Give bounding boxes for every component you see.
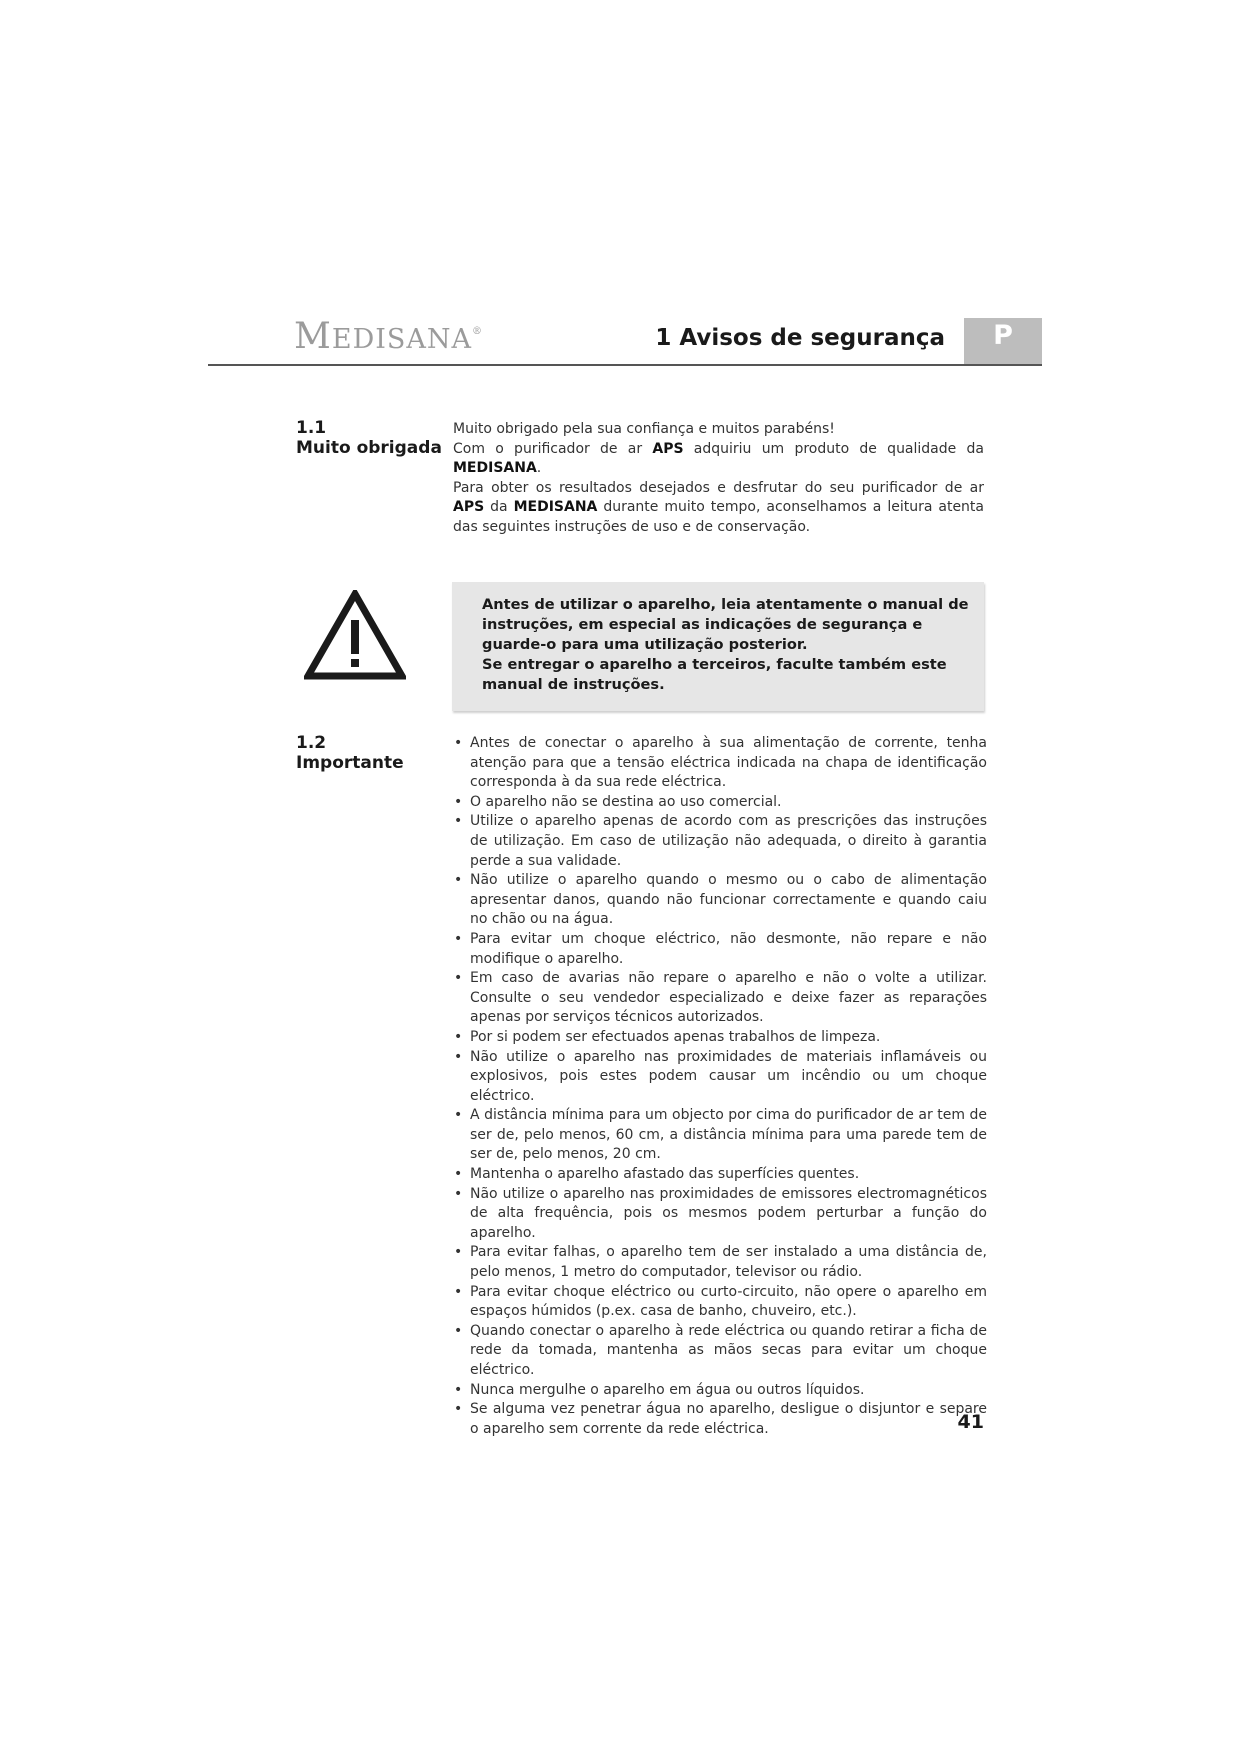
list-item: • Nunca mergulhe o aparelho em água ou outros líquidos. [454, 1381, 865, 1398]
list-item: • Para evitar falhas, o aparelho tem de ser instalado a uma distância de, pelo menos, 1 metro do computador, televisor ou rádio. [454, 1244, 987, 1281]
list-item: • Não utilize o aparelho quando o mesmo ou o cabo de alimentação apresentar danos, quando não funcionar correctamente e quando caiu no chão ou na água. [454, 872, 987, 928]
warning-triangle-icon [304, 590, 406, 680]
warning-text [482, 595, 972, 695]
list-item: • Mantenha o aparelho afastado das superfícies quentes. [454, 1166, 860, 1183]
warning-line-2: Se entregar o aparelho a terceiros, faculte também este manual de instruções. [482, 656, 947, 693]
list-item: • Para evitar um choque eléctrico, não desmonte, não repare e não modifique o aparelho. [454, 930, 987, 967]
section-1-1-body [453, 420, 984, 538]
chapter-title: 1 Avisos de segurança [655, 325, 945, 351]
list-item: • Antes de conectar o aparelho à sua alimentação de corrente, tenha atenção para que a tensão eléctrica indicada na chapa de identificação corresponda à da sua rede eléctrica. [454, 735, 987, 791]
header-divider [208, 364, 1042, 366]
usage-paragraph: Para obter os resultados desejados e desfrutar do seu purificador de ar APS da MEDISANA durante muito tempo, aconselhamos a leitura atenta das seguintes instruções de uso e de conservação. [453, 479, 984, 535]
section-1-1-number: 1.1 [296, 418, 327, 438]
list-item: • Por si podem ser efectuados apenas trabalhos de limpeza. [454, 1028, 881, 1045]
list-item: • Para evitar choque eléctrico ou curto-circuito, não opere o aparelho em espaços húmidos (p.ex. casa de banho, chuveiro, etc.). [454, 1283, 987, 1320]
product-name: APS [652, 440, 684, 457]
section-1-2-title: Importante [296, 753, 404, 773]
list-item: • A distância mínima para um objecto por cima do purificador de ar tem de ser de, pelo menos, 60 cm, a distância mínima para uma parede tem de ser de, pelo menos, 20 cm. [454, 1107, 987, 1163]
list-item: • O aparelho não se destina ao uso comercial. [454, 793, 782, 810]
logo-text: MEDISANA [294, 316, 473, 357]
thanks-line: Muito obrigado pela sua confiança e muitos parabéns! [453, 421, 835, 437]
section-1-1-title: Muito obrigada [296, 438, 442, 458]
language-tab: P [964, 318, 1042, 364]
warning-line-1: Antes de utilizar o aparelho, leia atentamente o manual de instruções, em especial as indicações de segurança e guarde-o para uma utilização posterior. [482, 596, 969, 653]
page-number: 41 [957, 1411, 984, 1433]
registered-mark: ® [472, 326, 484, 337]
list-item: • Não utilize o aparelho nas proximidades de emissores electromagnéticos de alta frequência, pois os mesmos podem perturbar a função do aparelho. [454, 1185, 987, 1241]
section-1-2-number: 1.2 [296, 733, 327, 753]
list-item: • Quando conectar o aparelho à rede eléctrica ou quando retirar a ficha de rede da tomada, mantenha as mãos secas para evitar um choque eléctrico. [454, 1322, 987, 1378]
safety-list [453, 734, 987, 1439]
product-name: APS [453, 499, 485, 516]
list-item: • Se alguma vez penetrar água no aparelho, desligue o disjuntor e separe o aparelho sem corrente da rede eléctrica. [454, 1401, 987, 1437]
medisana-logo [294, 316, 483, 357]
warning-box [452, 582, 984, 711]
list-item: • Não utilize o aparelho nas proximidades de materiais inflamáveis ou explosivos, pois estes podem causar um incêndio ou um choque eléctrico. [454, 1048, 987, 1104]
list-item: • Utilize o aparelho apenas de acordo com as prescrições das instruções de utilização. Em caso de utilização não adequada, o direito à garantia perde a sua validade. [454, 813, 987, 869]
list-item: • Em caso de avarias não repare o aparelho e não o volte a utilizar. Consulte o seu vendedor especializado e deixe fazer as reparações apenas por serviços técnicos autorizados. [454, 970, 987, 1026]
brand-name: MEDISANA [453, 460, 537, 477]
brand-name: MEDISANA [513, 499, 598, 516]
purchase-paragraph: Com o purificador de ar APS adquiriu um produto de qualidade da MEDISANA. [453, 440, 984, 477]
